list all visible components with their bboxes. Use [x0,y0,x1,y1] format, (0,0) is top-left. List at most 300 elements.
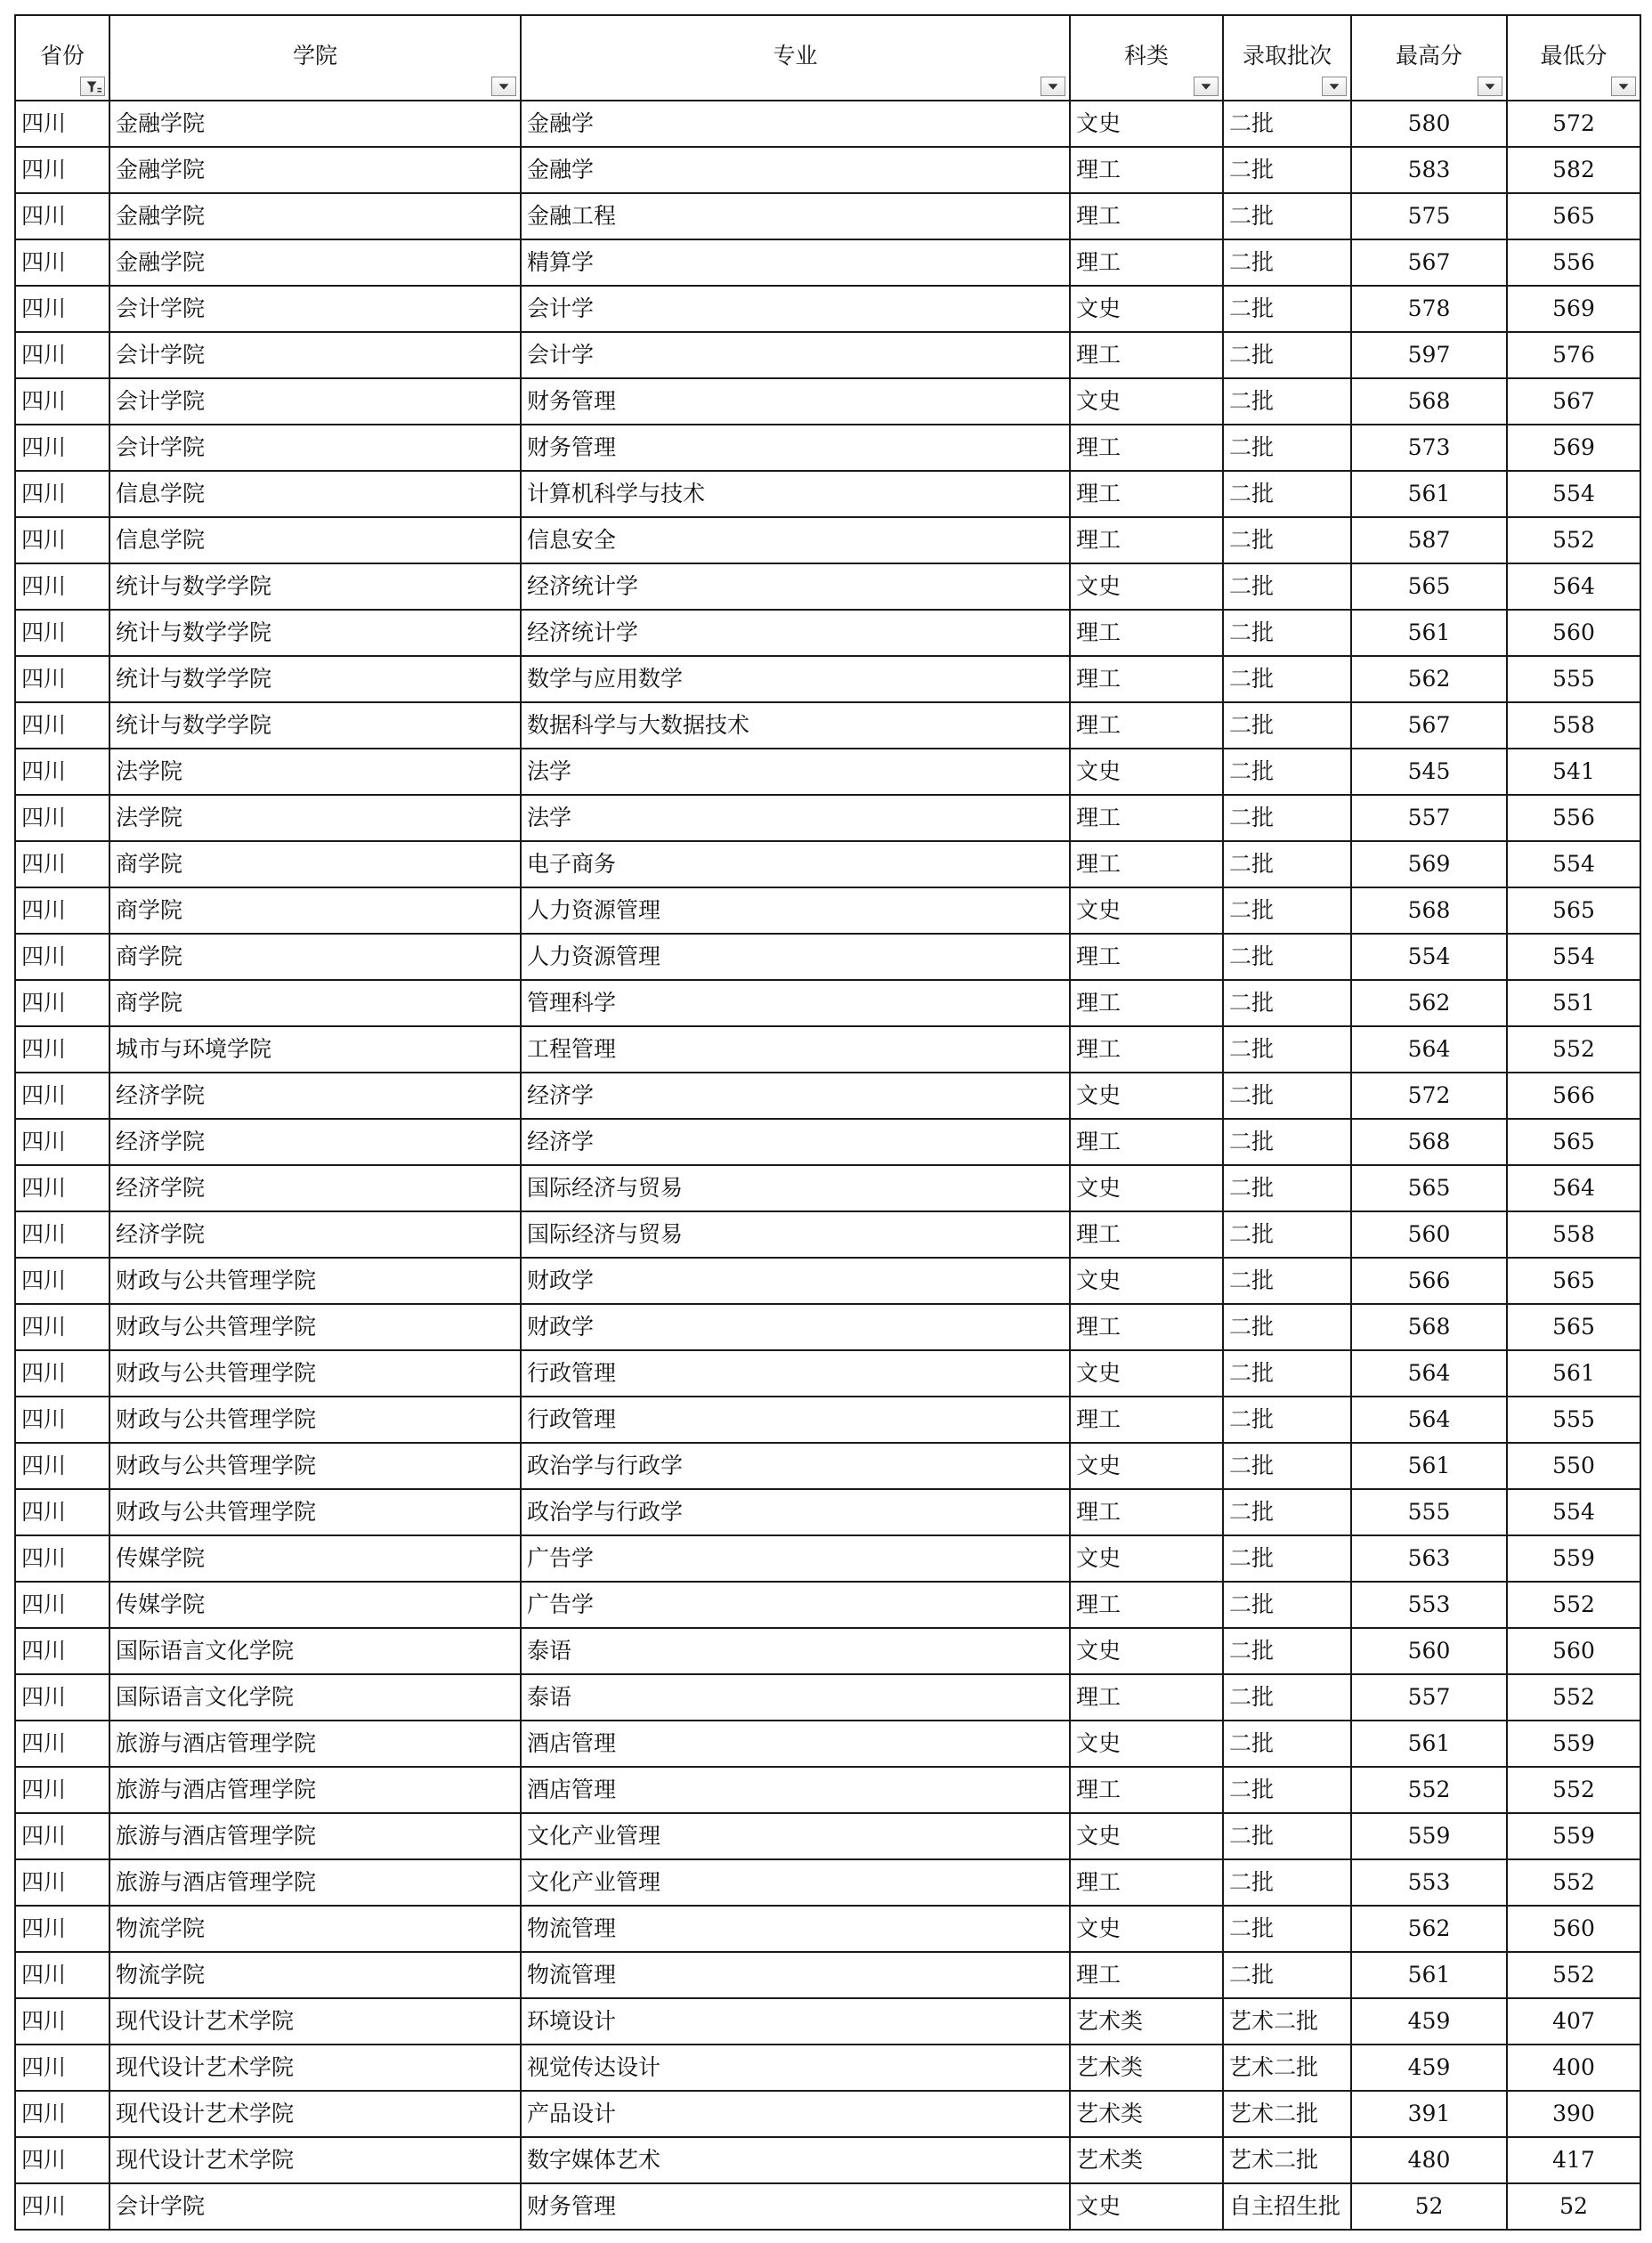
category-cell[interactable]: 理工 [1070,193,1223,239]
max-score-cell[interactable]: 572 [1351,1073,1507,1119]
category-cell[interactable]: 理工 [1070,1582,1223,1628]
admission-batch-cell[interactable]: 二批 [1223,1952,1351,1998]
province-cell[interactable]: 四川 [15,795,109,841]
min-score-cell[interactable]: 558 [1507,1211,1640,1258]
admission-batch-cell[interactable]: 二批 [1223,1165,1351,1211]
category-cell[interactable]: 艺术类 [1070,1998,1223,2045]
min-score-cell[interactable]: 576 [1507,332,1640,378]
college-cell[interactable]: 财政与公共管理学院 [109,1350,521,1397]
college-cell[interactable]: 现代设计艺术学院 [109,2137,521,2183]
province-cell[interactable]: 四川 [15,2183,109,2230]
max-score-cell[interactable]: 563 [1351,1535,1507,1582]
min-score-cell[interactable]: 572 [1507,101,1640,147]
college-cell[interactable]: 传媒学院 [109,1582,521,1628]
min-score-cell[interactable]: 569 [1507,425,1640,471]
major-cell[interactable]: 财务管理 [521,425,1070,471]
admission-batch-cell[interactable]: 二批 [1223,101,1351,147]
major-cell[interactable]: 行政管理 [521,1350,1070,1397]
max-score-cell[interactable]: 562 [1351,1906,1507,1952]
province-cell[interactable]: 四川 [15,2091,109,2137]
admission-batch-cell[interactable]: 二批 [1223,1211,1351,1258]
college-cell[interactable]: 现代设计艺术学院 [109,2045,521,2091]
major-cell[interactable]: 电子商务 [521,841,1070,887]
province-cell[interactable]: 四川 [15,1073,109,1119]
max-score-cell[interactable]: 559 [1351,1813,1507,1859]
admission-batch-cell[interactable]: 二批 [1223,286,1351,332]
admission-batch-cell[interactable]: 二批 [1223,1073,1351,1119]
province-cell[interactable]: 四川 [15,471,109,517]
category-cell[interactable]: 理工 [1070,239,1223,286]
major-cell[interactable]: 精算学 [521,239,1070,286]
max-score-cell[interactable]: 567 [1351,239,1507,286]
min-score-cell[interactable]: 569 [1507,286,1640,332]
admission-batch-cell[interactable]: 自主招生批 [1223,2183,1351,2230]
major-cell[interactable]: 经济学 [521,1073,1070,1119]
category-cell[interactable]: 文史 [1070,1535,1223,1582]
college-cell[interactable]: 法学院 [109,795,521,841]
admission-batch-cell[interactable]: 二批 [1223,1026,1351,1073]
min-score-cell[interactable]: 552 [1507,1767,1640,1813]
college-cell[interactable]: 财政与公共管理学院 [109,1304,521,1350]
admission-batch-cell[interactable]: 二批 [1223,887,1351,934]
category-cell[interactable]: 理工 [1070,1397,1223,1443]
min-score-cell[interactable]: 554 [1507,841,1640,887]
admission-batch-cell[interactable]: 艺术二批 [1223,2091,1351,2137]
province-cell[interactable]: 四川 [15,1443,109,1489]
province-cell[interactable]: 四川 [15,378,109,425]
max-score-cell[interactable]: 568 [1351,1119,1507,1165]
admission-batch-cell[interactable]: 二批 [1223,1721,1351,1767]
college-cell[interactable]: 统计与数学学院 [109,610,521,656]
category-cell[interactable]: 文史 [1070,1443,1223,1489]
province-cell[interactable]: 四川 [15,1952,109,1998]
major-cell[interactable]: 政治学与行政学 [521,1443,1070,1489]
college-cell[interactable]: 旅游与酒店管理学院 [109,1813,521,1859]
province-cell[interactable]: 四川 [15,656,109,702]
max-score-cell[interactable]: 587 [1351,517,1507,563]
college-cell[interactable]: 旅游与酒店管理学院 [109,1767,521,1813]
college-cell[interactable]: 会计学院 [109,378,521,425]
category-cell[interactable]: 文史 [1070,1350,1223,1397]
min-score-cell[interactable]: 552 [1507,1026,1640,1073]
province-cell[interactable]: 四川 [15,1165,109,1211]
min-score-cell[interactable]: 565 [1507,1304,1640,1350]
admission-batch-cell[interactable]: 艺术二批 [1223,2045,1351,2091]
major-cell[interactable]: 酒店管理 [521,1721,1070,1767]
college-cell[interactable]: 商学院 [109,887,521,934]
admission-batch-cell[interactable]: 二批 [1223,795,1351,841]
college-cell[interactable]: 经济学院 [109,1073,521,1119]
max-score-cell[interactable]: 564 [1351,1397,1507,1443]
province-cell[interactable]: 四川 [15,1859,109,1906]
major-cell[interactable]: 国际经济与贸易 [521,1211,1070,1258]
major-cell[interactable]: 泰语 [521,1628,1070,1674]
max-score-cell[interactable]: 459 [1351,1998,1507,2045]
min-score-cell[interactable]: 556 [1507,239,1640,286]
max-score-cell[interactable]: 391 [1351,2091,1507,2137]
min-score-cell[interactable]: 552 [1507,1582,1640,1628]
max-score-cell[interactable]: 561 [1351,1443,1507,1489]
college-cell[interactable]: 信息学院 [109,517,521,563]
min-score-cell[interactable]: 555 [1507,656,1640,702]
admission-batch-cell[interactable]: 二批 [1223,656,1351,702]
major-cell[interactable]: 管理科学 [521,980,1070,1026]
college-cell[interactable]: 旅游与酒店管理学院 [109,1721,521,1767]
category-cell[interactable]: 理工 [1070,425,1223,471]
min-score-cell[interactable]: 552 [1507,1674,1640,1721]
province-cell[interactable]: 四川 [15,147,109,193]
dropdown-arrow-icon[interactable] [1611,77,1636,96]
max-score-cell[interactable]: 562 [1351,656,1507,702]
major-cell[interactable]: 物流管理 [521,1906,1070,1952]
major-cell[interactable]: 人力资源管理 [521,887,1070,934]
college-cell[interactable]: 会计学院 [109,286,521,332]
college-cell[interactable]: 会计学院 [109,2183,521,2230]
major-cell[interactable]: 文化产业管理 [521,1813,1070,1859]
min-score-cell[interactable]: 567 [1507,378,1640,425]
min-score-cell[interactable]: 559 [1507,1721,1640,1767]
category-cell[interactable]: 文史 [1070,1721,1223,1767]
admission-batch-cell[interactable]: 二批 [1223,934,1351,980]
major-cell[interactable]: 金融学 [521,101,1070,147]
college-cell[interactable]: 统计与数学学院 [109,656,521,702]
province-cell[interactable]: 四川 [15,1721,109,1767]
min-score-cell[interactable]: 564 [1507,563,1640,610]
category-cell[interactable]: 理工 [1070,332,1223,378]
dropdown-arrow-icon[interactable] [1041,77,1065,96]
major-cell[interactable]: 信息安全 [521,517,1070,563]
category-cell[interactable]: 文史 [1070,749,1223,795]
province-cell[interactable]: 四川 [15,2137,109,2183]
min-score-cell[interactable]: 566 [1507,1073,1640,1119]
admission-batch-cell[interactable]: 二批 [1223,378,1351,425]
max-score-cell[interactable]: 578 [1351,286,1507,332]
min-score-cell[interactable]: 555 [1507,1397,1640,1443]
major-cell[interactable]: 经济统计学 [521,610,1070,656]
admission-batch-cell[interactable]: 二批 [1223,147,1351,193]
admission-batch-cell[interactable]: 二批 [1223,610,1351,656]
province-cell[interactable]: 四川 [15,1258,109,1304]
max-score-cell[interactable]: 554 [1351,934,1507,980]
max-score-cell[interactable]: 569 [1351,841,1507,887]
dropdown-arrow-icon[interactable] [1322,77,1347,96]
province-cell[interactable]: 四川 [15,1906,109,1952]
college-cell[interactable]: 传媒学院 [109,1535,521,1582]
province-cell[interactable]: 四川 [15,887,109,934]
major-cell[interactable]: 财政学 [521,1304,1070,1350]
category-cell[interactable]: 文史 [1070,1258,1223,1304]
min-score-cell[interactable]: 550 [1507,1443,1640,1489]
admission-batch-cell[interactable]: 二批 [1223,841,1351,887]
max-score-cell[interactable]: 557 [1351,1674,1507,1721]
major-cell[interactable]: 工程管理 [521,1026,1070,1073]
max-score-cell[interactable]: 52 [1351,2183,1507,2230]
max-score-cell[interactable]: 553 [1351,1582,1507,1628]
min-score-cell[interactable]: 582 [1507,147,1640,193]
max-score-cell[interactable]: 562 [1351,980,1507,1026]
college-cell[interactable]: 物流学院 [109,1906,521,1952]
major-cell[interactable]: 政治学与行政学 [521,1489,1070,1535]
category-cell[interactable]: 理工 [1070,934,1223,980]
major-cell[interactable]: 数学与应用数学 [521,656,1070,702]
college-cell[interactable]: 现代设计艺术学院 [109,1998,521,2045]
min-score-cell[interactable]: 552 [1507,1859,1640,1906]
min-score-cell[interactable]: 52 [1507,2183,1640,2230]
province-cell[interactable]: 四川 [15,563,109,610]
major-cell[interactable]: 物流管理 [521,1952,1070,1998]
category-cell[interactable]: 文史 [1070,101,1223,147]
min-score-cell[interactable]: 565 [1507,193,1640,239]
dropdown-arrow-icon[interactable] [1478,77,1502,96]
college-cell[interactable]: 金融学院 [109,147,521,193]
category-cell[interactable]: 理工 [1070,610,1223,656]
admission-batch-cell[interactable]: 二批 [1223,980,1351,1026]
admission-batch-cell[interactable]: 二批 [1223,1489,1351,1535]
admission-batch-cell[interactable]: 二批 [1223,1859,1351,1906]
college-cell[interactable]: 财政与公共管理学院 [109,1489,521,1535]
province-cell[interactable]: 四川 [15,1628,109,1674]
category-cell[interactable]: 理工 [1070,471,1223,517]
major-cell[interactable]: 广告学 [521,1535,1070,1582]
max-score-cell[interactable]: 561 [1351,1952,1507,1998]
max-score-cell[interactable]: 580 [1351,101,1507,147]
category-cell[interactable]: 理工 [1070,795,1223,841]
min-score-cell[interactable]: 560 [1507,1628,1640,1674]
max-score-cell[interactable]: 557 [1351,795,1507,841]
max-score-cell[interactable]: 561 [1351,1721,1507,1767]
min-score-cell[interactable]: 552 [1507,517,1640,563]
province-cell[interactable]: 四川 [15,1304,109,1350]
province-cell[interactable]: 四川 [15,980,109,1026]
admission-batch-cell[interactable]: 二批 [1223,1674,1351,1721]
admission-batch-cell[interactable]: 二批 [1223,702,1351,749]
category-cell[interactable]: 理工 [1070,841,1223,887]
admission-batch-cell[interactable]: 二批 [1223,563,1351,610]
max-score-cell[interactable]: 568 [1351,887,1507,934]
category-cell[interactable]: 理工 [1070,147,1223,193]
min-score-cell[interactable]: 559 [1507,1813,1640,1859]
max-score-cell[interactable]: 564 [1351,1026,1507,1073]
major-cell[interactable]: 会计学 [521,286,1070,332]
major-cell[interactable]: 金融学 [521,147,1070,193]
province-cell[interactable]: 四川 [15,749,109,795]
college-cell[interactable]: 财政与公共管理学院 [109,1443,521,1489]
major-cell[interactable]: 法学 [521,749,1070,795]
category-cell[interactable]: 理工 [1070,1489,1223,1535]
max-score-cell[interactable]: 561 [1351,471,1507,517]
college-cell[interactable]: 经济学院 [109,1165,521,1211]
college-cell[interactable]: 国际语言文化学院 [109,1674,521,1721]
admission-batch-cell[interactable]: 二批 [1223,1628,1351,1674]
filter-active-icon[interactable] [80,77,105,96]
min-score-cell[interactable]: 556 [1507,795,1640,841]
max-score-cell[interactable]: 565 [1351,1165,1507,1211]
category-cell[interactable]: 文史 [1070,1628,1223,1674]
category-cell[interactable]: 理工 [1070,1119,1223,1165]
min-score-cell[interactable]: 560 [1507,1906,1640,1952]
admission-batch-cell[interactable]: 二批 [1223,1397,1351,1443]
max-score-cell[interactable]: 553 [1351,1859,1507,1906]
college-cell[interactable]: 金融学院 [109,193,521,239]
major-cell[interactable]: 文化产业管理 [521,1859,1070,1906]
major-cell[interactable]: 经济学 [521,1119,1070,1165]
province-cell[interactable]: 四川 [15,1026,109,1073]
min-score-cell[interactable]: 417 [1507,2137,1640,2183]
category-cell[interactable]: 文史 [1070,1906,1223,1952]
min-score-cell[interactable]: 400 [1507,2045,1640,2091]
province-cell[interactable]: 四川 [15,610,109,656]
major-cell[interactable]: 金融工程 [521,193,1070,239]
max-score-cell[interactable]: 568 [1351,1304,1507,1350]
province-cell[interactable]: 四川 [15,1767,109,1813]
category-cell[interactable]: 理工 [1070,517,1223,563]
max-score-cell[interactable]: 565 [1351,563,1507,610]
province-cell[interactable]: 四川 [15,841,109,887]
max-score-cell[interactable]: 573 [1351,425,1507,471]
major-cell[interactable]: 视觉传达设计 [521,2045,1070,2091]
college-cell[interactable]: 商学院 [109,934,521,980]
category-cell[interactable]: 理工 [1070,1952,1223,1998]
major-cell[interactable]: 人力资源管理 [521,934,1070,980]
province-cell[interactable]: 四川 [15,1813,109,1859]
province-cell[interactable]: 四川 [15,239,109,286]
admission-batch-cell[interactable]: 二批 [1223,1767,1351,1813]
admission-batch-cell[interactable]: 二批 [1223,1350,1351,1397]
min-score-cell[interactable]: 560 [1507,610,1640,656]
college-cell[interactable]: 城市与环境学院 [109,1026,521,1073]
major-cell[interactable]: 财务管理 [521,2183,1070,2230]
province-cell[interactable]: 四川 [15,425,109,471]
max-score-cell[interactable]: 583 [1351,147,1507,193]
major-cell[interactable]: 会计学 [521,332,1070,378]
college-cell[interactable]: 旅游与酒店管理学院 [109,1859,521,1906]
major-cell[interactable]: 计算机科学与技术 [521,471,1070,517]
dropdown-arrow-icon[interactable] [491,77,516,96]
max-score-cell[interactable]: 597 [1351,332,1507,378]
major-cell[interactable]: 经济统计学 [521,563,1070,610]
max-score-cell[interactable]: 564 [1351,1350,1507,1397]
category-cell[interactable]: 理工 [1070,1026,1223,1073]
major-cell[interactable]: 广告学 [521,1582,1070,1628]
major-cell[interactable]: 酒店管理 [521,1767,1070,1813]
college-cell[interactable]: 信息学院 [109,471,521,517]
province-cell[interactable]: 四川 [15,193,109,239]
min-score-cell[interactable]: 559 [1507,1535,1640,1582]
category-cell[interactable]: 文史 [1070,378,1223,425]
category-cell[interactable]: 文史 [1070,2183,1223,2230]
category-cell[interactable]: 艺术类 [1070,2045,1223,2091]
admission-batch-cell[interactable]: 二批 [1223,749,1351,795]
min-score-cell[interactable]: 558 [1507,702,1640,749]
major-cell[interactable]: 产品设计 [521,2091,1070,2137]
major-cell[interactable]: 法学 [521,795,1070,841]
min-score-cell[interactable]: 554 [1507,934,1640,980]
category-cell[interactable]: 理工 [1070,1859,1223,1906]
min-score-cell[interactable]: 565 [1507,1119,1640,1165]
admission-batch-cell[interactable]: 二批 [1223,517,1351,563]
category-cell[interactable]: 理工 [1070,1674,1223,1721]
admission-batch-cell[interactable]: 二批 [1223,1813,1351,1859]
admission-batch-cell[interactable]: 二批 [1223,425,1351,471]
max-score-cell[interactable]: 560 [1351,1211,1507,1258]
college-cell[interactable]: 现代设计艺术学院 [109,2091,521,2137]
category-cell[interactable]: 理工 [1070,1767,1223,1813]
category-cell[interactable]: 理工 [1070,1304,1223,1350]
dropdown-arrow-icon[interactable] [1194,77,1219,96]
category-cell[interactable]: 文史 [1070,1165,1223,1211]
province-cell[interactable]: 四川 [15,934,109,980]
province-cell[interactable]: 四川 [15,1998,109,2045]
major-cell[interactable]: 环境设计 [521,1998,1070,2045]
major-cell[interactable]: 财政学 [521,1258,1070,1304]
province-cell[interactable]: 四川 [15,101,109,147]
province-cell[interactable]: 四川 [15,1119,109,1165]
max-score-cell[interactable]: 567 [1351,702,1507,749]
admission-batch-cell[interactable]: 二批 [1223,1119,1351,1165]
college-cell[interactable]: 经济学院 [109,1119,521,1165]
province-cell[interactable]: 四川 [15,1582,109,1628]
min-score-cell[interactable]: 564 [1507,1165,1640,1211]
college-cell[interactable]: 物流学院 [109,1952,521,1998]
max-score-cell[interactable]: 575 [1351,193,1507,239]
college-cell[interactable]: 统计与数学学院 [109,702,521,749]
admission-batch-cell[interactable]: 二批 [1223,471,1351,517]
min-score-cell[interactable]: 565 [1507,1258,1640,1304]
province-cell[interactable]: 四川 [15,332,109,378]
max-score-cell[interactable]: 561 [1351,610,1507,656]
college-cell[interactable]: 商学院 [109,980,521,1026]
college-cell[interactable]: 统计与数学学院 [109,563,521,610]
category-cell[interactable]: 艺术类 [1070,2091,1223,2137]
min-score-cell[interactable]: 551 [1507,980,1640,1026]
category-cell[interactable]: 文史 [1070,1073,1223,1119]
max-score-cell[interactable]: 566 [1351,1258,1507,1304]
major-cell[interactable]: 国际经济与贸易 [521,1165,1070,1211]
min-score-cell[interactable]: 554 [1507,471,1640,517]
province-cell[interactable]: 四川 [15,517,109,563]
admission-batch-cell[interactable]: 二批 [1223,1258,1351,1304]
category-cell[interactable]: 理工 [1070,702,1223,749]
province-cell[interactable]: 四川 [15,1350,109,1397]
college-cell[interactable]: 商学院 [109,841,521,887]
college-cell[interactable]: 财政与公共管理学院 [109,1397,521,1443]
province-cell[interactable]: 四川 [15,1397,109,1443]
max-score-cell[interactable]: 545 [1351,749,1507,795]
min-score-cell[interactable]: 565 [1507,887,1640,934]
college-cell[interactable]: 金融学院 [109,239,521,286]
admission-batch-cell[interactable]: 二批 [1223,1535,1351,1582]
admission-batch-cell[interactable]: 二批 [1223,239,1351,286]
college-cell[interactable]: 国际语言文化学院 [109,1628,521,1674]
admission-batch-cell[interactable]: 二批 [1223,1304,1351,1350]
admission-batch-cell[interactable]: 二批 [1223,1443,1351,1489]
min-score-cell[interactable]: 552 [1507,1952,1640,1998]
admission-batch-cell[interactable]: 二批 [1223,332,1351,378]
category-cell[interactable]: 文史 [1070,1813,1223,1859]
college-cell[interactable]: 会计学院 [109,332,521,378]
category-cell[interactable]: 理工 [1070,980,1223,1026]
admission-batch-cell[interactable]: 二批 [1223,1906,1351,1952]
major-cell[interactable]: 行政管理 [521,1397,1070,1443]
category-cell[interactable]: 文史 [1070,563,1223,610]
college-cell[interactable]: 财政与公共管理学院 [109,1258,521,1304]
college-cell[interactable]: 会计学院 [109,425,521,471]
college-cell[interactable]: 经济学院 [109,1211,521,1258]
category-cell[interactable]: 艺术类 [1070,2137,1223,2183]
max-score-cell[interactable]: 555 [1351,1489,1507,1535]
province-cell[interactable]: 四川 [15,1489,109,1535]
province-cell[interactable]: 四川 [15,286,109,332]
